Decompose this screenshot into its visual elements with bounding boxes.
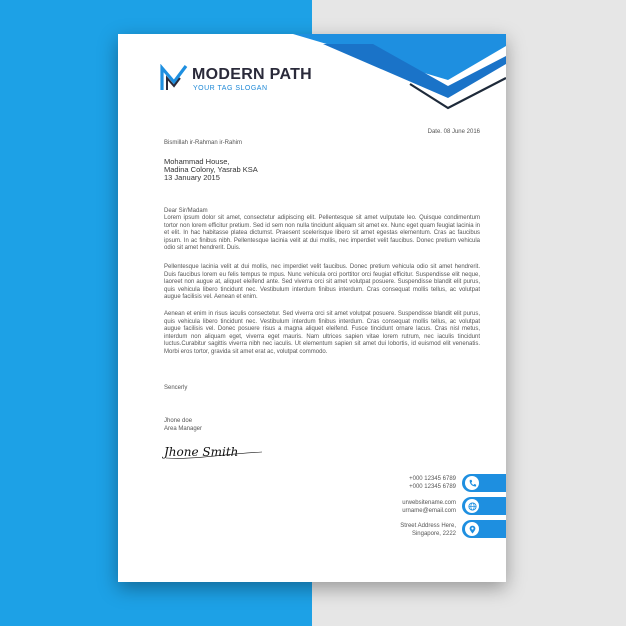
letterhead-page [118,34,506,582]
web-tab [462,497,506,515]
contact-web [402,500,456,515]
brand-name: MODERN PATH [192,66,313,83]
closing: Sencerly [164,385,188,391]
logo-m-icon [160,64,188,94]
address-line: Mohammad House, [164,157,230,166]
salutation: Dear Sir/Madam [164,208,208,214]
brand-slogan: YOUR TAG SLOGAN [193,85,268,92]
signer-name: Jhone doe [164,418,193,424]
phone-number: +000 12345 6789 [409,476,456,482]
contact-address [400,523,456,538]
city-address: Singapore, 2222 [411,530,456,537]
address-line: 13 January 2015 [164,173,220,183]
body-paragraph: Aenean et enim in risus iaculis consectetur. Sed viverra orci sit amet volutpat posuere. Suspendisse blandit elit purus, quis vehicula libero tincidunt nec. Vestibulum interdum finibus interdum. Cras consequat mollis tellus, ac volutpat augue facilisis vel. Donec posuere risus a magna aliquet eleifend. Fusce tincidunt ornare lacus. Cras nisl metus, interdum non aliquam eget, viverra eget mauris. Nam ultrices sapien vitae lorem rutrum, nec iaculis tincidunt luctus.Curabitur sagittis viverra nibh nec iaculis. Ut elementum sapien sit amet dui lobortis, id euismod elit venenatis. Morbi eros tortor, gravida sit amet erat ac, volutpat commodo. [164,311,480,355]
signature-text: Jhone Smith [164,445,239,459]
location-tab [462,520,506,538]
body-paragraph: Lorem ipsum dolor sit amet, consectetur adipiscing elit. Pellentesque sit amet vulputate leo. Quisque condimentum tortor non lorem efficitur pretium. Sed id sem non nulla tincidunt aliquam sit amet ex. Nunc eget quam feugiat lacinia in et elit. In hac habitasse platea dictumst. Praesent scelerisque libero sit amet egestas elementum. Cras ac faucibus ipsum. In ac finibus nibh. Pellentesque lacinia velit at dui mollis, nec imperdiet velit faucibus. Donec pretium vehicula odio sit amet hendrerit. Duis. [164,215,480,252]
contact-phones [409,476,456,491]
recipient-address [164,158,258,183]
letter-date: Date. 08 June 2016 [427,129,480,135]
brand-logo [160,64,360,98]
signer-block [164,418,202,433]
email-link[interactable]: urname@email.com [402,507,456,514]
handwritten-signature [162,438,272,464]
website-link[interactable]: urwebsitename.com [402,500,456,506]
location-pin-icon [468,525,477,534]
body-paragraph: Pellentesque lacinia velit at dui mollis, nec imperdiet velit faucibus. Donec pretium vehicula odio sit amet hendrerit. Duis faucibus lorem eu felis tempus te mpus. Nunc vehicula orci porttitor orci feugiat efficitur. Suspendisse elit neque, laoreet non augue at, aliquet eleifend ante. Sed viverra orci sit amet volutpat posuere. Suspendisse blandit elit purus, quis vehicula libero tincidunt nec. Vestibulum interdum finibus interdum. Cras consequat mollis tellus, ac volutpat augue facilisis vel. Aenean et enim. [164,264,480,301]
address-line: Madina Colony, Yasrab KSA [164,165,258,175]
signer-title: Area Manager [164,425,203,432]
phone-tab [462,474,506,492]
letter-greeting: Bismillah ir-Rahman ir-Rahim [164,140,243,146]
street-address: Street Address Here, [400,523,456,529]
phone-number: +000 12345 6789 [409,483,456,490]
phone-icon [468,479,477,488]
globe-icon [468,502,477,511]
